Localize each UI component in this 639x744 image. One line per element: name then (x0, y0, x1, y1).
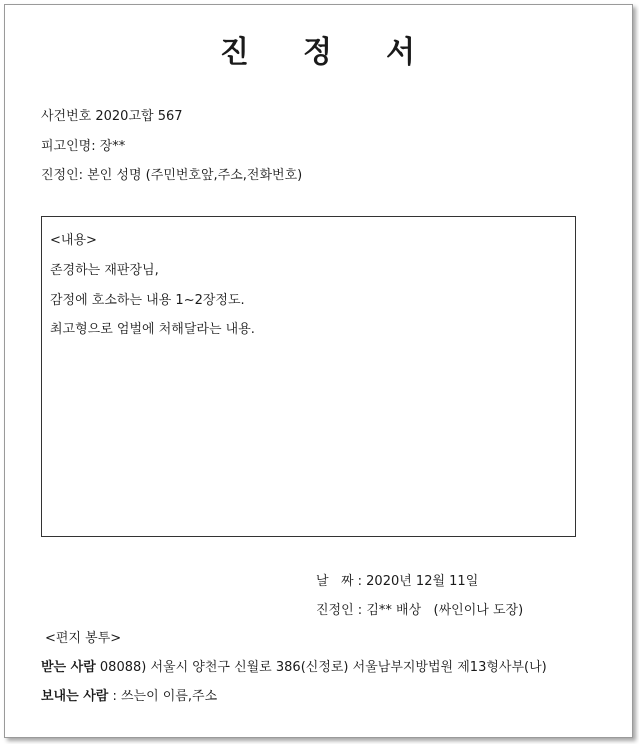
receiver-label: 받는 사람 (41, 660, 96, 675)
content-line: 감정에 호소하는 내용 1~2장정도. (50, 293, 245, 308)
receiver-line (41, 656, 547, 675)
case-number: 사건번호 2020고합 567 (41, 109, 183, 124)
title-char: 진 (220, 35, 251, 70)
document-title (5, 27, 632, 71)
envelope-header: <편지 봉투> (45, 631, 122, 646)
title-char: 정 (303, 35, 334, 70)
signer-line: 진정인 : 김** 배상 (싸인이나 도장) (316, 603, 524, 618)
sender-info: : 쓰는이 이름,주소 (108, 689, 218, 704)
petitioner-info: 진정인: 본인 성명 (주민번호앞,주소,전화번호) (41, 168, 303, 183)
defendant-name: 피고인명: 장** (41, 139, 126, 154)
date-line: 날 짜 : 2020년 12월 11일 (316, 574, 479, 589)
title-char: 서 (385, 35, 417, 70)
receiver-address: 08088) 서울시 양천구 신월로 386(신정로) 서울남부지방법원 제13형사부(나) (95, 660, 547, 675)
sender-line (41, 685, 217, 704)
document-page (4, 4, 633, 738)
sender-label: 보내는 사람 (41, 689, 109, 704)
content-line: 존경하는 재판장님, (50, 263, 159, 278)
content-box (41, 216, 576, 537)
content-line: 최고형으로 엄벌에 처해달라는 내용. (50, 322, 255, 337)
content-header: <내용> (50, 233, 97, 248)
